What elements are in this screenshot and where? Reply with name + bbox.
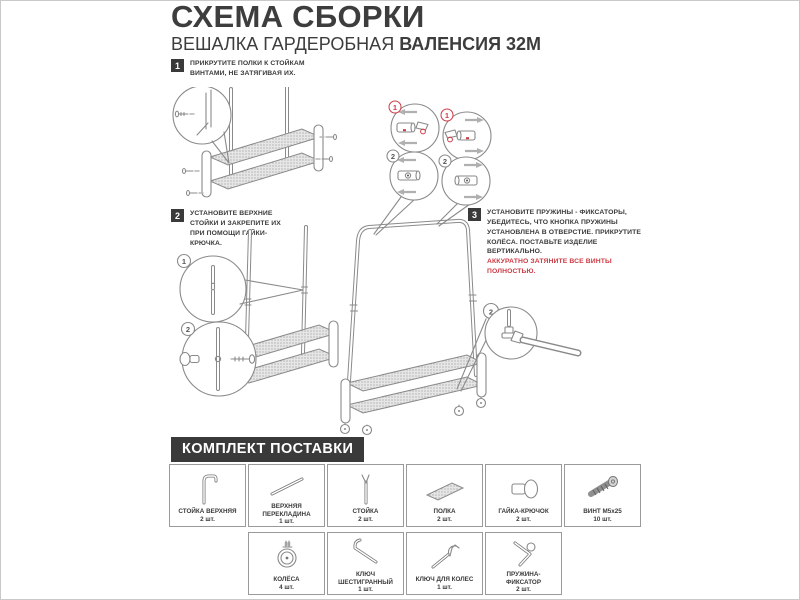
kit-item-wheels: КОЛЁСА 4 шт. <box>248 532 325 595</box>
step-2-badge: 2 <box>171 209 184 222</box>
callout-number: 1 <box>181 257 187 266</box>
wheel-icon <box>267 533 307 576</box>
step-3-badge: 3 <box>468 208 481 221</box>
header <box>171 1 541 55</box>
hex-key-icon <box>346 533 386 571</box>
step-1-text: ПРИКРУТИТЕ ПОЛКИ К СТОЙКАМ ВИНТАМИ, НЕ ЗАТЯГИВАЯ ИХ. <box>190 60 305 77</box>
page-subtitle <box>171 34 541 55</box>
step-3-warning-text: АККУРАТНО ЗАТЯНИТЕ ВСЕ ВИНТЫ ПОЛНОСТЬЮ. <box>487 258 612 276</box>
kit-item-wheel-wrench: КЛЮЧ ДЛЯ КОЛЕС 1 шт. <box>406 532 483 595</box>
callout-number-red: 1 <box>444 111 450 120</box>
kit-item-upper-post: СТОЙКА ВЕРХНЯЯ 2 шт. <box>169 464 246 527</box>
page-title: СХЕМА СБОРКИ <box>171 0 425 34</box>
step3-assembled-rack-diagram <box>331 213 596 437</box>
wheel-wrench-icon <box>425 533 465 576</box>
top-crossbar-icon <box>267 465 307 503</box>
kit-item-spring-latch: ПРУЖИНА-ФИКСАТОР 2 шт. <box>485 532 562 595</box>
kit-row-1 <box>169 464 641 527</box>
kit-item-post: СТОЙКА 2 шт. <box>327 464 404 527</box>
callout-number: 2 <box>488 307 494 317</box>
step1-base-assembly-diagram <box>164 87 349 215</box>
step-2-text: УСТАНОВИТЕ ВЕРХНИЕ СТОЙКИ И ЗАКРЕПИТЕ ИХ ПРИ ПОМОЩИ ГАЙКИ-КРЮЧКА. <box>190 210 281 247</box>
screw-icon <box>583 465 623 508</box>
kit-item-top-crossbar: ВЕРХНЯЯ ПЕРЕКЛАДИНА 1 шт. <box>248 464 325 527</box>
upper-post-icon <box>188 465 228 508</box>
step-3-main-text: УСТАНОВИТЕ ПРУЖИНЫ - ФИКСАТОРЫ, УБЕДИТЕСЬ, ЧТО КНОПКА ПРУЖИНЫ УСТАНОВЛЕНА В ОТВЕРСТИЕ. ПРИКРУТИТЕ КОЛЁСА. ПОСТАВЬТЕ ИЗДЕЛИЕ ВЕРТИКАЛЬНО. <box>487 209 642 256</box>
callout-number-red: 1 <box>392 103 398 112</box>
subtitle-regular: ВЕШАЛКА ГАРДЕРОБНАЯ <box>171 33 400 54</box>
spring-latch-icon <box>504 533 544 571</box>
kit-item-hook-nut: ГАЙКА-КРЮЧОК 2 шт. <box>485 464 562 527</box>
step3-spring-latch-callouts <box>371 95 511 241</box>
callout-number: 2 <box>390 152 396 161</box>
step-1-badge: 1 <box>171 59 184 72</box>
kit-row-2 <box>248 532 562 595</box>
step-1 <box>171 59 321 79</box>
callout-number: 2 <box>442 157 448 166</box>
kit-item-hex-key: КЛЮЧ ШЕСТИГРАННЫЙ 1 шт. <box>327 532 404 595</box>
hook-nut-icon <box>504 465 544 508</box>
magnifier-circle <box>173 87 231 144</box>
shelf-icon <box>423 465 467 508</box>
post-icon <box>346 465 386 508</box>
subtitle-model: ВАЛЕНСИЯ 32М <box>399 33 542 54</box>
kit-item-shelf: ПОЛКА 2 шт. <box>406 464 483 527</box>
kit-item-screw: ВИНТ М5х25 10 шт. <box>564 464 641 527</box>
callout-number: 2 <box>185 325 191 334</box>
kit-section-title: КОМПЛЕКТ ПОСТАВКИ <box>171 437 364 462</box>
